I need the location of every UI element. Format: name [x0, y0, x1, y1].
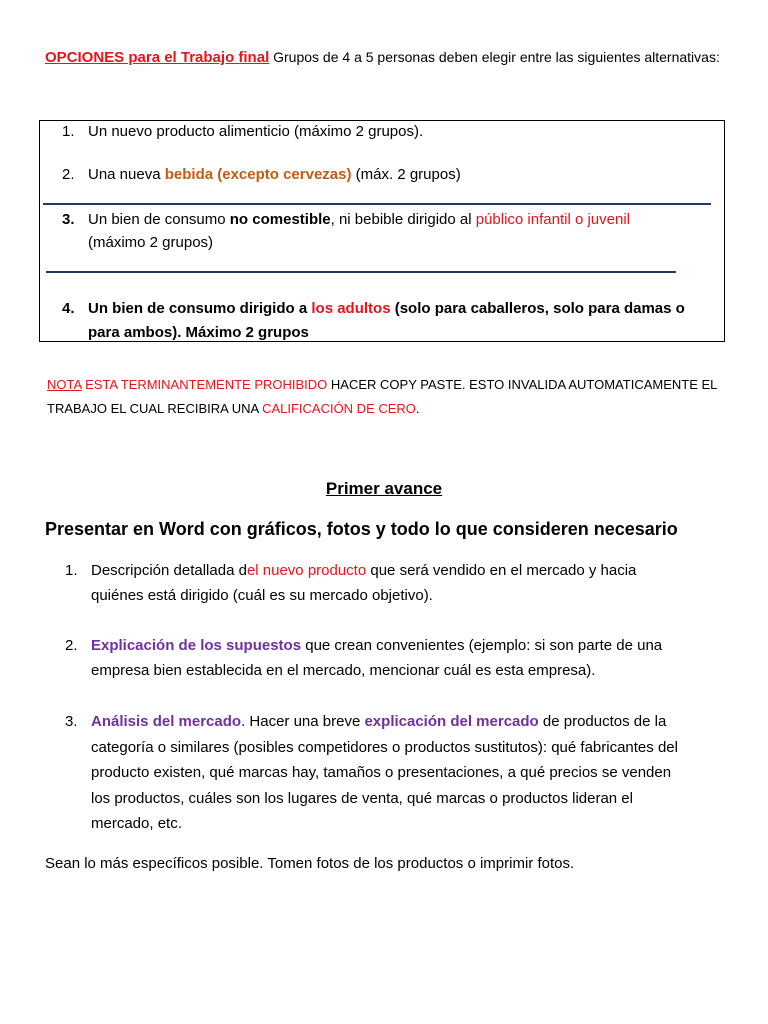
option-3-highlight: público infantil o juvenil: [475, 211, 630, 228]
item-2-number: 2.: [65, 637, 78, 654]
option-4-number: 4.: [62, 300, 75, 317]
nota-warning: ESTA TERMINANTEMENTE PROHIBIDO: [85, 377, 328, 392]
item-2-line-2: empresa bien establecida en el mercado, mencionar cuál es esta empresa).: [91, 662, 596, 679]
item-1-highlight: el nuevo producto: [246, 562, 367, 579]
option-3-mid: , ni bebible dirigido al: [330, 211, 472, 228]
header-line: [45, 49, 720, 66]
item-3-number: 3.: [65, 713, 78, 730]
header-text: Grupos de 4 a 5 personas deben elegir entre las siguientes alternativas:: [273, 49, 720, 65]
header-title: OPCIONES para el Trabajo final: [45, 49, 270, 66]
option-4-post: (solo para caballeros, solo para damas o: [394, 300, 685, 317]
option-4-pre: Un bien de consumo dirigido a: [88, 300, 308, 317]
nota-label: NOTA: [47, 377, 82, 392]
divider-rule-1: [43, 203, 711, 205]
item-2: [65, 637, 662, 654]
nota-end: .: [415, 401, 420, 416]
option-2-post: (máx. 2 grupos): [355, 166, 461, 183]
nota-line-2: [47, 401, 420, 416]
item-1: [65, 562, 636, 579]
item-3-line-3: producto existen, qué marcas hay, tamaños o presentaciones, a qué precios se venden: [91, 764, 672, 781]
item-3-line-5: mercado, etc.: [91, 815, 182, 832]
option-1-number: 1.: [62, 123, 75, 140]
item-3-line-4: los productos, cuáles son los lugares de venta, qué marcas o productos lideran el: [91, 790, 633, 807]
closing-text: Sean lo más específicos posible. Tomen fotos de los productos o imprimir fotos.: [45, 855, 575, 872]
section-title: Primer avance: [325, 479, 443, 498]
option-4-highlight: los adultos: [311, 300, 391, 317]
option-1: [62, 123, 423, 140]
option-3-continuation: (máximo 2 grupos): [88, 234, 214, 251]
option-2-pre: Una nueva: [88, 166, 161, 183]
nota-grade: CALIFICACIÓN DE CERO: [262, 401, 416, 416]
item-1-pre: Descripción detallada d: [91, 562, 247, 579]
item-1-number: 1.: [65, 562, 78, 579]
option-2: [62, 166, 461, 183]
item-3-highlight-2: explicación del mercado: [364, 713, 539, 730]
item-1-post: que será vendido en el mercado y hacia: [370, 562, 637, 579]
option-4: [62, 300, 685, 317]
item-2-highlight: Explicación de los supuestos: [91, 637, 302, 654]
option-3-pre: Un bien de consumo: [88, 211, 226, 228]
nota-text-2: TRABAJO EL CUAL RECIBIRA UNA: [47, 401, 259, 416]
item-3-highlight-1: Análisis del mercado: [91, 713, 242, 730]
option-2-highlight: bebida (excepto cervezas): [164, 166, 352, 183]
item-3: [65, 713, 666, 730]
option-3: [62, 211, 630, 228]
option-1-text: Un nuevo producto alimenticio (máximo 2 grupos).: [88, 123, 424, 140]
options-box: [39, 120, 725, 342]
nota-line-1: [47, 377, 717, 392]
option-3-bold: no comestible: [229, 211, 331, 228]
item-3-mid: . Hacer una breve: [241, 713, 361, 730]
divider-rule-2: [46, 271, 676, 273]
item-3-line-2: categoría o similares (posibles competidores o productos sustitutos): qué fabricantes del: [91, 739, 678, 756]
section-subtitle: Presentar en Word con gráficos, fotos y todo lo que consideren necesario: [45, 519, 678, 539]
option-4-continuation: para ambos). Máximo 2 grupos: [88, 324, 309, 341]
nota-text-1: HACER COPY PASTE. ESTO INVALIDA AUTOMATICAMENTE EL: [330, 377, 718, 392]
option-3-number: 3.: [62, 211, 75, 228]
option-2-number: 2.: [62, 166, 75, 183]
item-2-post: que crean convenientes (ejemplo: si son parte de una: [305, 637, 663, 654]
item-3-post: de productos de la: [542, 713, 667, 730]
item-1-line-2: quiénes está dirigido (cuál es su mercado objetivo).: [91, 587, 433, 604]
